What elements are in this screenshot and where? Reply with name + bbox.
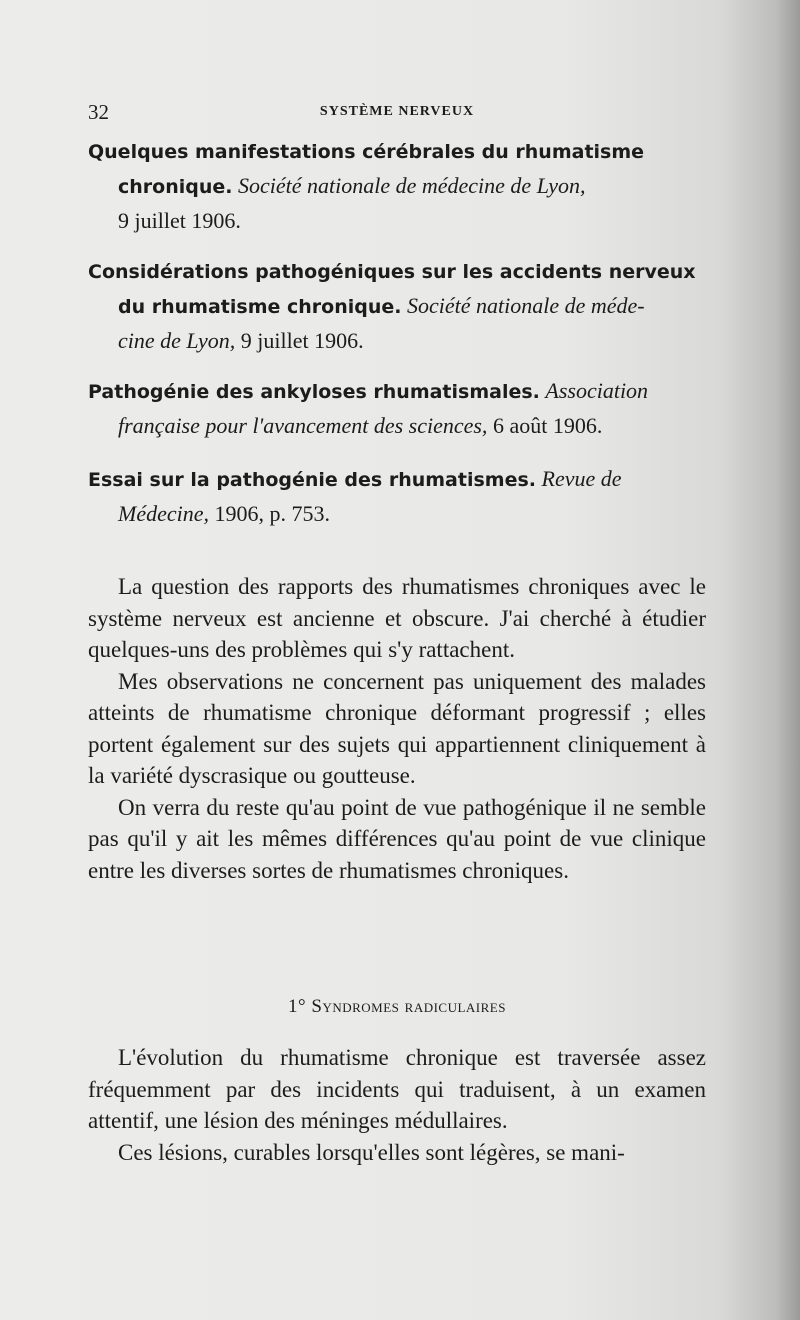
reference-source-cont: cine de Lyon, xyxy=(118,328,236,353)
page-number: 32 xyxy=(88,100,109,124)
section-heading xyxy=(88,996,706,1018)
paragraph: Mes observations ne concernent pas uniquement des malades atteints de rhumatisme chronique déformant progressif ; elles portent également sur des sujets qui appartiennent cliniquement à la variété dyscrasique ou goutteuse. xyxy=(88,668,706,788)
intro-text xyxy=(88,571,706,886)
reference-title-cont: du rhumatisme chronique. xyxy=(118,296,402,318)
page-header xyxy=(88,100,706,128)
paragraph: La question des rapports des rhumatismes chroniques avec le système nerveux est ancienne et obscure. J'ai cherché à étudier quelques-uns des problèmes qui s'y rattachent. xyxy=(88,574,706,662)
reference-entry xyxy=(88,134,700,238)
reference-date: 9 juillet 1906. xyxy=(118,208,241,233)
reference-entry xyxy=(88,254,700,358)
section-number: 1° xyxy=(288,996,307,1017)
paragraph: Ces lésions, curables lorsqu'elles sont légères, se mani- xyxy=(118,1139,625,1165)
reference-title-cont: chronique. xyxy=(118,176,233,198)
reference-date: 1906, p. 753. xyxy=(214,501,330,526)
reference-entry xyxy=(88,374,700,443)
reference-source: Revue de xyxy=(541,466,622,491)
reference-source: Association xyxy=(545,378,649,403)
reference-date: 9 juillet 1906. xyxy=(240,328,364,353)
reference-title: Quelques manifestations cérébrales du rhumatisme xyxy=(88,141,645,163)
reference-title: Considérations pathogéniques sur les accidents nerveux xyxy=(88,261,696,283)
reference-title: Essai sur la pathogénie des rhumatismes. xyxy=(88,469,536,491)
reference-date: 6 août 1906. xyxy=(492,413,603,438)
section-text xyxy=(88,1042,706,1168)
reference-title: Pathogénie des ankyloses rhumatismales. xyxy=(88,381,540,403)
reference-source-cont: française pour l'avancement des sciences, xyxy=(118,413,488,438)
paragraph: L'évolution du rhumatisme chronique est traversée assez fréquemment par des incidents qui traduisent, à un examen attentif, une lésion des méninges médullaires. xyxy=(88,1045,706,1133)
reference-source: Société nationale de médecine de Lyon, xyxy=(237,173,586,198)
paragraph: On verra du reste qu'au point de vue pathogénique il ne semble pas qu'il y ait les mêmes différences qu'au point de vue clinique entre les diverses sortes de rhumatismes chroniques. xyxy=(88,794,706,883)
reference-entry xyxy=(88,462,700,531)
section-title: Syndromes radiculaires xyxy=(311,996,506,1017)
running-title: SYSTÈME NERVEUX xyxy=(319,104,475,119)
reference-source-cont: Médecine, xyxy=(118,501,209,526)
reference-source: Société nationale de méde- xyxy=(406,293,645,318)
